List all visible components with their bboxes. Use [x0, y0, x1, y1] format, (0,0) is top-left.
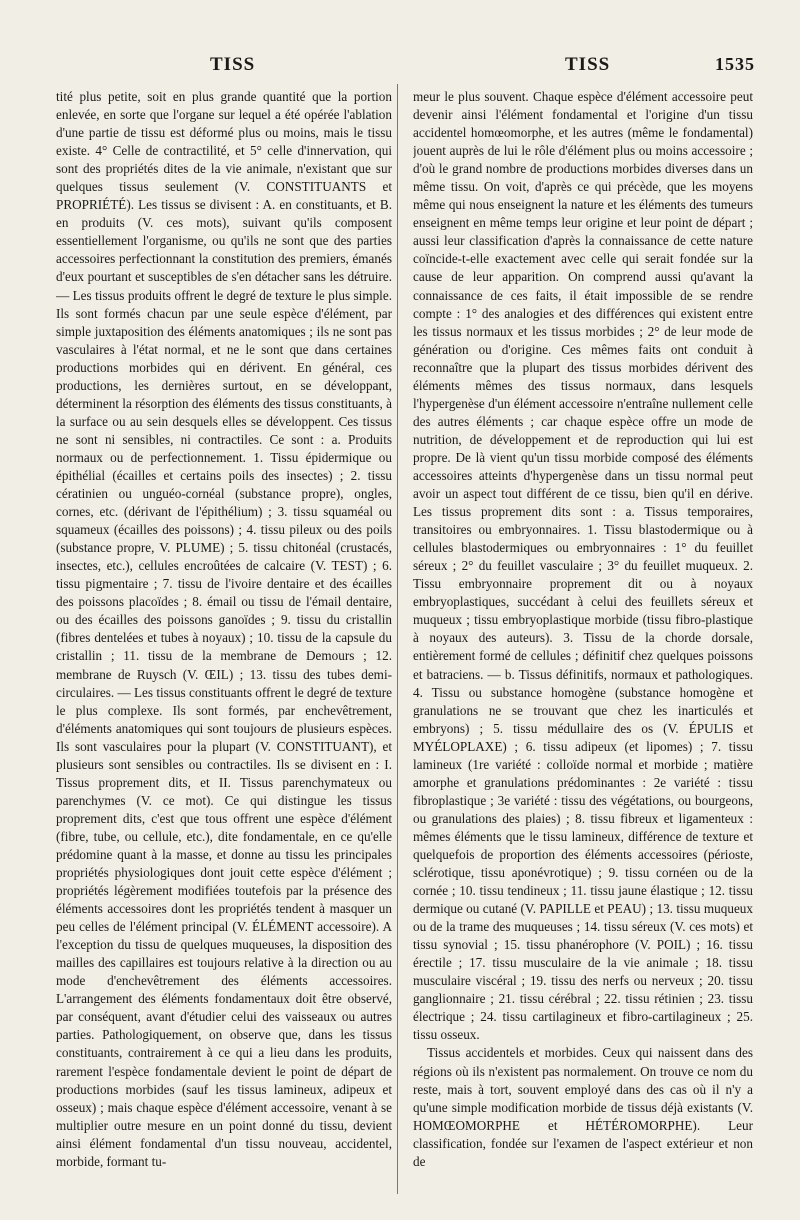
- right-column: [413, 88, 753, 1208]
- right-column-paragraph: meur le plus souvent. Chaque espèce d'élément accessoire peut devenir ainsi l'élément fondamental et l'origine d'un tissu accidentel homœomorphe, et les autres (même le fondamental) jouent auprès de lui le rôle d'élément plus ou moins accessoire ; d'où le grand nombre de productions morbides diverses dans un même tissu. On voit, d'après ce qui précède, que les moyens même qui nous enseignent la nature et les éléments des tumeurs enseignent en même temps leur origine et leur point de départ ; aussi leur classification d'après la connaissance de cette nature coïncide-t-elle exactement avec celle qui serait fondée sur la cause de leur apparition. On comprend aussi qu'avant la connaissance de ces faits, il était impossible de se rendre compte : 1° des analogies et des différences qui existent entre les tissus normaux et les tissus morbides ; 2° de leur mode de génération ou d'origine. Ces mêmes faits ont conduit à reconnaître que la plupart des tissus morbides dérivent des éléments mêmes des tissus normaux, dans lesquels l'hypergenèse d'un élément accessoire n'entraîne nullement celle des autres éléments ; car chaque espèce offre un mode de nutrition, de développement et de reproduction qui lui est propre. De là vient qu'un tissu morbide composé des éléments accessoires atteints d'hypergenèse dans un tissu normal peut avoir un aspect tout différent de ce tissu, bien qu'il en dérive. Les tissus proprement dits sont : a. Tissus temporaires, transitoires ou embryonnaires. 1. Tissu blastodermique ou à cellules blastodermiques ou embryonnaires : 1° du feuillet séreux ; 2° du feuillet vasculaire ; 3° du feuillet muqueux. 2. Tissu embryonnaire proprement dit ou à noyaux embryoplastiques, succédant à celui des feuillets séreux et muqueux ; tissu embryoplastique morbide (tissu fibro-plastique à noyaux des auteurs). 3. Tissu de la chorde dorsale, entièrement formé de cellules ; définitif chez quelques poissons et batraciens. — b. Tissus définitifs, normaux et pathologiques. 4. Tissu ou substance homogène (substance homogène et granulations ne se trouvant que chez les inarticulés et embryons) ; 5. tissu médullaire des os (V. ÉPULIS et MYÉLOPLAXE) ; 6. tissu adipeux (et lipomes) ; 7. tissu lamineux (1re variété : colloïde normal et morbide ; matière amorphe et granulations prédominantes : 2e variété : tissu fibroplastique ; 3e variété : tissu des végétations, ou bourgeons, ou granulations des plaies) ; 8. tissu fibreux et ligamenteux : mêmes éléments que le tissu lamineux, différence de texture et quelquefois de proportion des éléments accessoires (périoste, sclérotique, tissu aponévrotique) ; 9. tissu cornéen ou de la cornée ; 10. tissu tendineux ; 11. tissu jaune élastique ; 12. tissu dermique ou cutané (V. PAPILLE et PEAU) ; 13. tissu muqueux ou de la trame des muqueuses ; 14. tissu séreux (V. ces mots) et tissu synovial ; 15. tissu phanérophore (V. POIL) ; 16. tissu érectile ; 17. tissu musculaire de la vie animale ; 18. tissu musculaire viscéral ; 19. tissu des nerfs ou nerveux ; 20. tissu ganglionnaire ; 21. tissu cérébral ; 22. tissu rétinien ; 23. tissu électrique ; 24. tissu cartilagineux et fibro-cartilagineux ; 25. tissu osseux.: [413, 89, 753, 1043]
- page-number: 1535: [715, 54, 755, 74]
- running-head-left: TISS: [210, 54, 256, 75]
- left-column: [56, 88, 392, 1208]
- right-column-paragraph: Tissus accidentels et morbides. Ceux qui naissent dans des régions où ils n'existent pas normalement. On trouve ce nom du reste, mais à tort, souvent employé dans des cas où il n'y a qu'une simple modification morbide de tissus déjà existants (V. HOMŒOMORPHE et HÉTÉROMORPHE). Leur classification, fondée sur l'examen de l'aspect extérieur et non de: [413, 1045, 753, 1169]
- column-divider: [397, 84, 398, 1194]
- running-head-right: TISS: [565, 54, 611, 75]
- left-column-paragraph: tité plus petite, soit en plus grande quantité que la portion enlevée, en sorte que l'organe sur lequel a été opérée l'ablation d'une partie de tissu est déformé plus ou moins, mais le tissu existe. 4° Celle de contractilité, et 5° celle d'innervation, qui sont des propriétés dites de la vie animale, n'existant que sur quelques tissus seulement (V. CONSTITUANTS et PROPRIÉTÉ). Les tissus se divisent : A. en constituants, et B. en produits (V. ces mots), suivant qu'ils composent essentiellement l'organisme, ou qu'ils ne sont que des parties accessoires perfectionnant la constitution des premiers, émanés d'eux pourtant et susceptibles de s'en détacher sans les détruire. — Les tissus produits offrent le degré de texture le plus simple. Ils sont formés chacun par une seule espèce d'élément, par simple juxtaposition des éléments anatomiques ; ils ne sont pas vasculaires à l'état normal, et ne le sont que dans certaines productions morbides qui en dérivent. En général, ces productions, les dernières surtout, en se développant, déterminent la résorption des éléments des tissus constituants, à la surface ou au sein desquels elles se développent. Ces tissus ne sont ni sensibles, ni contractiles. Ce sont : a. Produits normaux ou de perfectionnement. 1. Tissu épidermique ou épithélial (écailles et certains poils des insectes) ; 2. tissu cératinien ou unguéo-cornéal (substance propre), ongles, cornes, etc. (dérivant de l'épithélium) ; 3. tissu squaméal ou squameux (écailles des poissons) ; 4. tissu pileux ou des poils (substance propre, V. PLUME) ; 5. tissu chitonéal (crustacés, insectes, etc.), cellules encroûtées de calcaire (V. TEST) ; 6. tissu pigmentaire ; 7. tissu de l'ivoire dentaire et des écailles des poissons placoïdes ; 8. émail ou tissu de l'émail dentaire, ou des écailles des poissons ganoïdes ; 9. tissu du cristallin (fibres dentelées et tubes à noyaux) ; 10. tissu de la capsule du cristallin ; 11. tissu de la membrane de Demours ; 12. membrane de Ruysch (V. ŒIL) ; 13. tissu des tubes demi-circulaires. — Les tissus constituants offrent le degré de texture le plus complexe. Ils sont formés, par enchevêtrement, d'éléments anatomiques qui sont toujours de plusieurs espèces. Ils sont vasculaires pour la plupart (V. CONSTITUANT), et plusieurs sont sensibles ou contractiles. Ils se divisent en : I. Tissus proprement dits, et II. Tissus parenchymateux ou parenchymes (V. ce mot). Ce qui distingue les tissus proprement dits, c'est que tous offrent une espèce d'élément (fibre, tube, ou cellule, etc.), dite fondamentale, en ce qu'elle prédomine quant à la masse, et donne au tissu les principales propriétés physiologiques dont jouit cette espèce d'élément ; propriétés légèrement modifiées toutefois par la présence des éléments accessoires dont les propriétés tendent à masquer un peu celles de l'élément principal (V. ÉLÉMENT accessoire). A l'exception du tissu de quelques muqueuses, la disposition des mailles des capillaires est toujours relative à la direction ou au mode d'enchevêtrement des éléments accessoires. L'arrangement des éléments fondamentaux doit être observé, par conséquent, avant d'étudier celui des vaisseaux ou autres parties. Pathologiquement, on observe que, dans les tissus constituants, contrairement à ce qui a lieu dans les produits, rarement l'espèce fondamentale devient le point de départ de productions morbides (sauf les tissus lamineux, adipeux et osseux) ; mais chaque espèce d'élément accessoire, venant à se multiplier outre mesure en un point donné du tissu, devient ainsi élément fondamental d'un tissu nouveau, accidentel, morbide, formant tu-: [56, 89, 392, 1169]
